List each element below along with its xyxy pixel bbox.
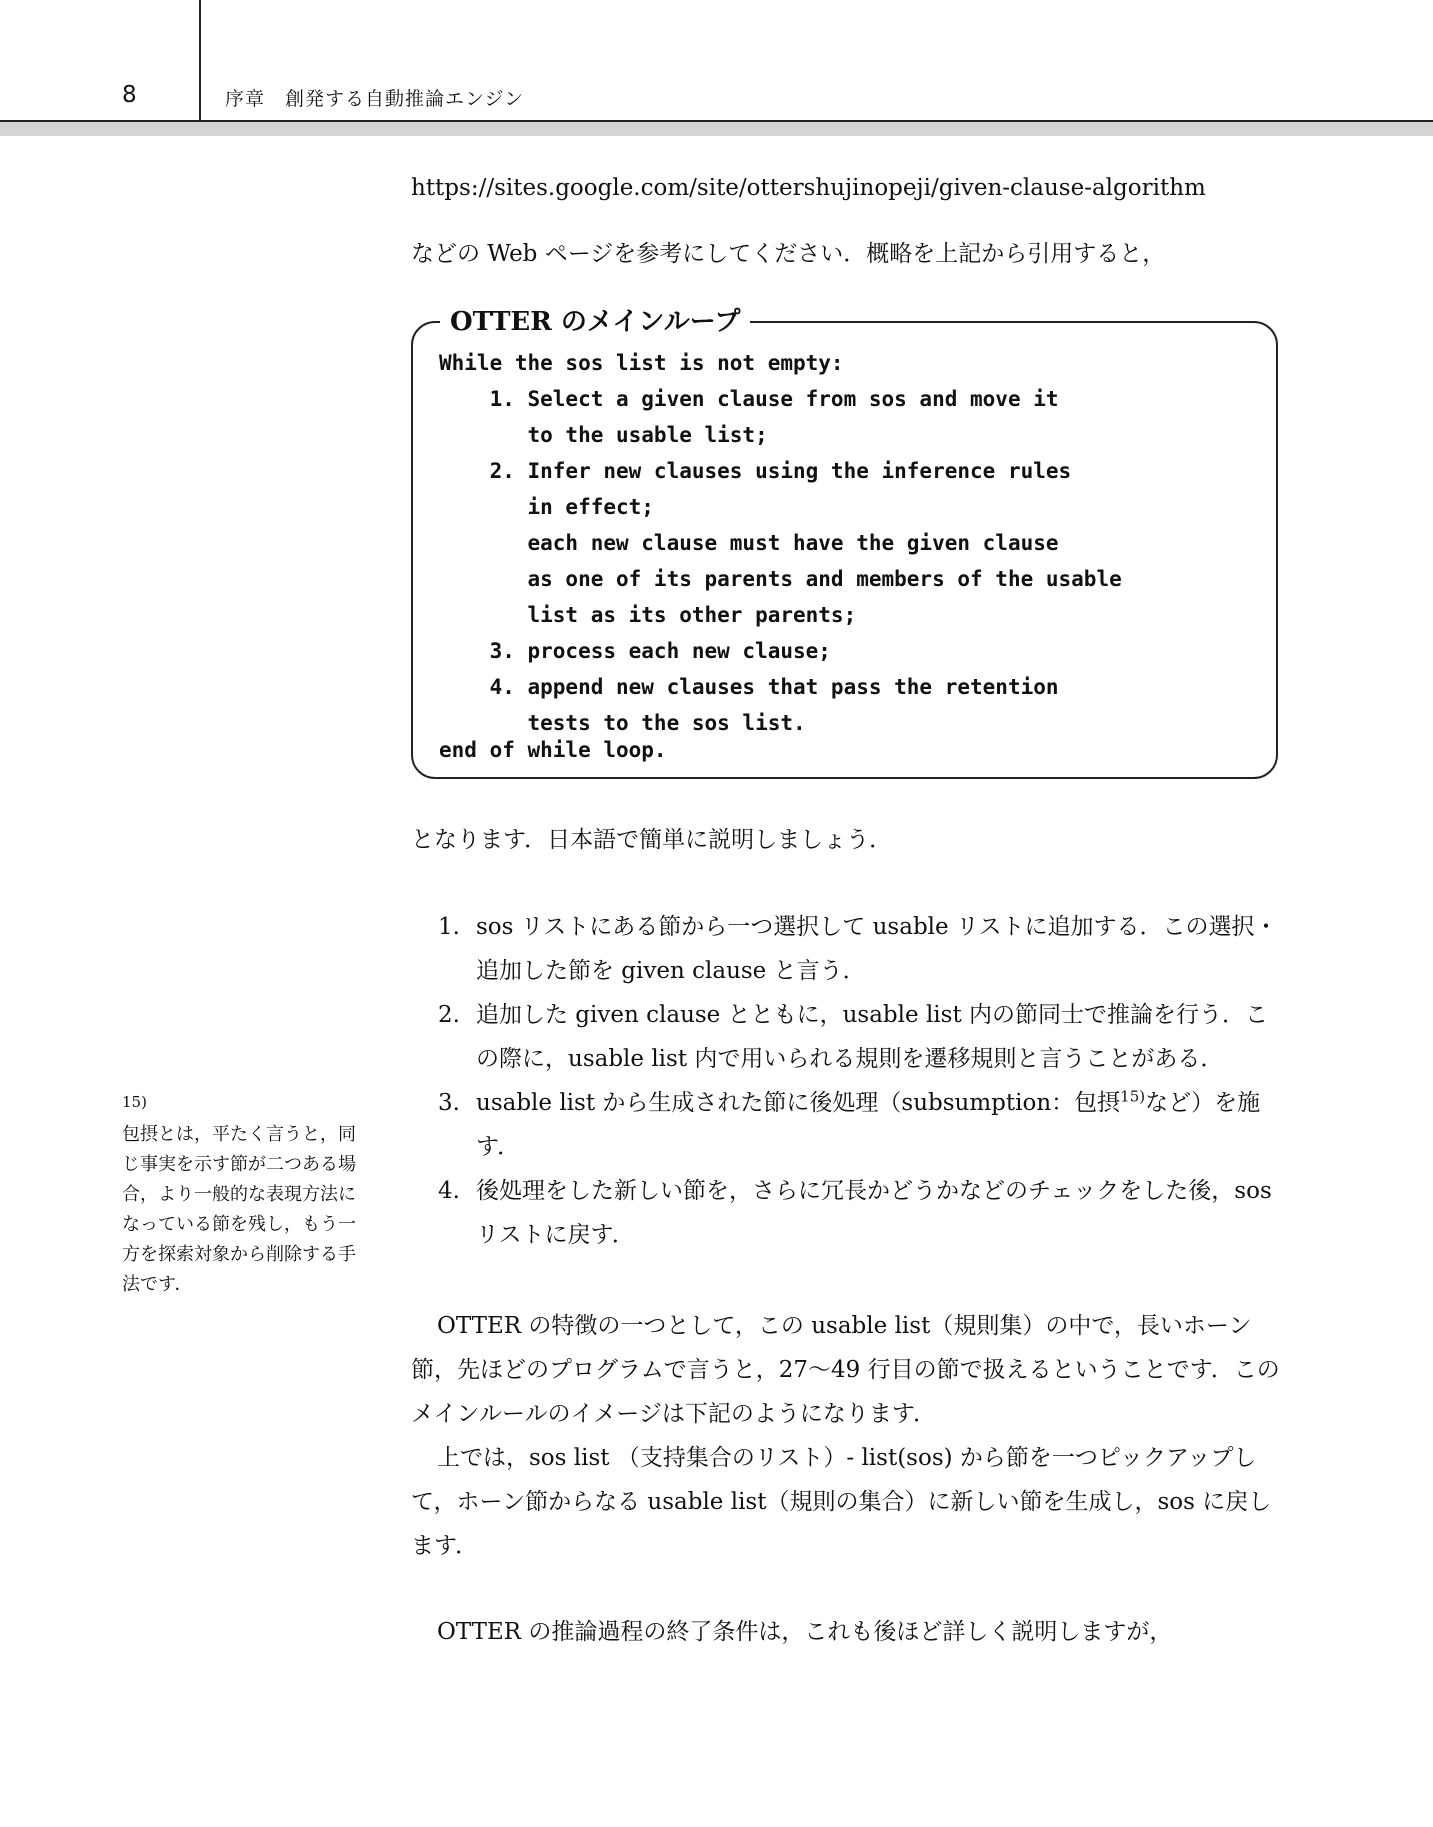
code-line: 3. process each new clause; (439, 639, 831, 663)
paragraph: 上では，sos list （支持集合のリスト）- list(sos) から節を一つピックアップして，ホーン節からなる usable list（規則の集合）に新しい節を生成し，sos に戻します． (411, 1445, 1272, 1559)
code-line: list as its other parents; (439, 603, 857, 627)
margin-footnote (122, 1088, 362, 1300)
footnote-text: 包摂とは，平たく言うと，同じ事実を示す節が二つある場合，より一般的な表現方法になっている節を残し，もう一方を探索対象から削除する手法です． (122, 1124, 356, 1295)
code-line: each new clause must have the given clause (439, 531, 1059, 555)
list-text: など）を施す． (476, 1090, 1261, 1160)
code-line: 2. Infer new clauses using the inference rules (439, 459, 1072, 483)
reference-url: https://sites.google.com/site/ottershujinopeji/given-clause-algorithm (411, 175, 1206, 201)
list-number: 4. (438, 1178, 460, 1204)
list-text: 追加した given clause とともに，usable list 内の節同士で推論を行う．この際に，usable list 内で用いられる規則を遷移規則と言うことがある． (476, 1002, 1269, 1072)
running-head: 序章 創発する自動推論エンジン (225, 88, 525, 110)
page-number: 8 (122, 82, 137, 108)
paragraph: OTTER の推論過程の終了条件は，これも後ほど詳しく説明しますが， (437, 1619, 1173, 1645)
after-box-text: となります．日本語で簡単に説明しましょう． (411, 827, 893, 853)
list-item (438, 1081, 1283, 1169)
code-line: tests to the sos list. (439, 711, 806, 735)
code-line: While the sos list is not empty: (439, 351, 844, 375)
steps-list (438, 905, 1283, 1257)
paragraph: OTTER の特徴の一つとして，この usable list（規則集）の中で，長いホーン節，先ほどのプログラムで言うと，27〜49 行目の節で扱えるということです．このメインルールのイメージは下記のようになります． (411, 1313, 1280, 1427)
code-line-end: end of while loop. (439, 738, 667, 762)
code-line: in effect; (439, 495, 654, 519)
list-text: sos リストにある節から一つ選択して usable リストに追加する．この選択・追加した節を given clause と言う． (476, 914, 1278, 984)
list-number: 3. (438, 1090, 460, 1116)
code-line: 4. append new clauses that pass the retention (439, 675, 1059, 699)
list-number: 1. (438, 914, 460, 940)
list-item (438, 1169, 1283, 1257)
intro-text: などの Web ページを参考にしてください．概略を上記から引用すると， (411, 241, 1166, 267)
footnote-ref[interactable]: 15) (1120, 1087, 1146, 1106)
header-divider (199, 0, 201, 120)
code-block (439, 345, 1122, 768)
list-number: 2. (438, 1002, 460, 1028)
code-line: as one of its parents and members of the usable (439, 567, 1122, 591)
list-text: 後処理をした新しい節を，さらに冗長かどうかなどのチェックをした後，sos リストに戻す． (476, 1178, 1272, 1248)
code-box-title: OTTER のメインループ (440, 304, 750, 340)
code-line: 1. Select a given clause from sos and move it (439, 387, 1059, 411)
list-text: usable list から生成された節に後処理（subsumption：包摂 (476, 1090, 1121, 1116)
header-band (0, 122, 1433, 136)
list-item (438, 993, 1283, 1081)
code-line: to the usable list; (439, 423, 768, 447)
footnote-mark: 15) (122, 1093, 147, 1111)
list-item (438, 905, 1283, 993)
